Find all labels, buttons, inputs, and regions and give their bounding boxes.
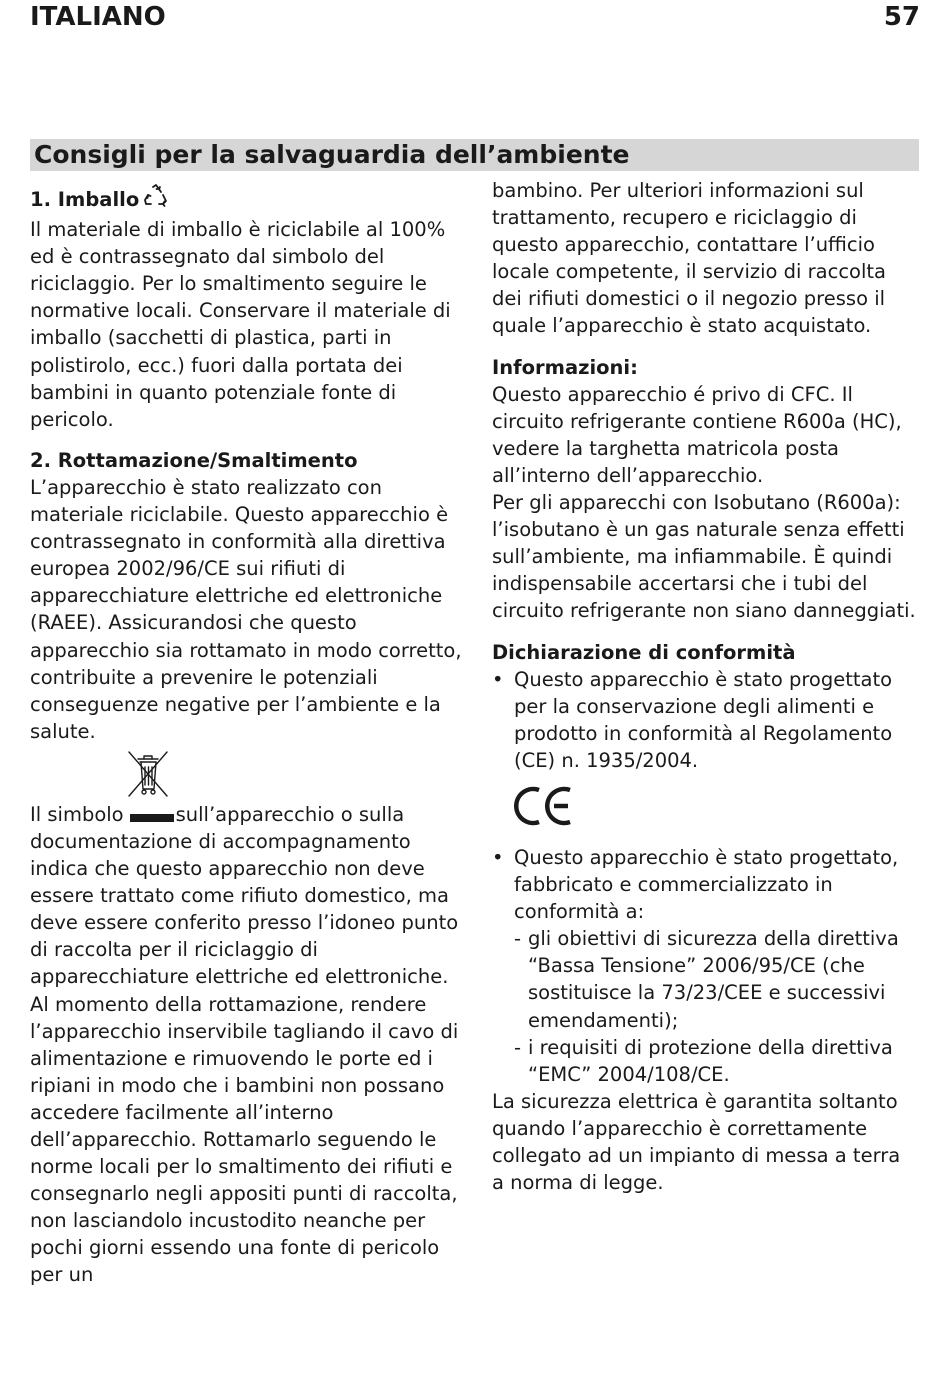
left-column [30, 183, 466, 1289]
conformity-list [492, 666, 917, 774]
informazioni-text-2: Per gli apparecchi con Isobutano (R600a): l’isobutano è un gas naturale senza effetti sull’ambiente, ma infiammabile. È quindi indispensabile accertarsi che i tubi del circuito refrigerante non siano danneggiati. [492, 491, 916, 623]
directive-list [514, 925, 917, 1088]
rottamazione-text-2: Al momento della rottamazione, rendere l’apparecchio inservibile tagliando il cavo di alimentazione e rimuovendo le porte ed i ripiani in modo che i bambini non possano accedere facilmente all’interno dell’apparecchio. Rottamarlo seguendo le norme locali per lo smaltimento dei rifiuti e consegnarlo negli appositi punti di raccolta, non lasciandolo incustodito neanche per pochi giorni essendo una fonte di pericolo per un [30, 992, 459, 1287]
rottamazione-heading: 2. Rottamazione/Smaltimento [30, 448, 358, 472]
ce-mark-icon [512, 784, 576, 828]
weee-bar-symbol [130, 814, 174, 822]
imballo-text: Il materiale di imballo è riciclabile al 100% ed è contrassegnato dal simbolo del riciclaggio. Per lo smaltimento seguire le normative locali. Conservare il materiale di imballo (sacchetti di plastica, parti in polistirolo, ecc.) fuori dalla portata dei bambini in quanto potenziale fonte di pericolo. [30, 218, 451, 431]
dichiarazione-heading: Dichiarazione di conformità [492, 640, 796, 664]
section-title: Consigli per la salvaguardia dell’ambiente [34, 140, 630, 169]
running-header [30, 0, 920, 34]
conformity-list-2 [492, 844, 917, 1088]
rottamazione-text: L’apparecchio è stato realizzato con materiale riciclabile. Questo apparecchio è contrassegnato in conformità alla direttiva europea 2002/96/CE sui rifiuti di apparecchiature elettriche ed elettroniche (RAEE). Assicurandosi che questo apparecchio sia rottamato in modo corretto, contribuite a prevenire le potenziali conseguenze negative per l’ambiente e la salute. [30, 475, 462, 743]
recycle-icon [143, 183, 169, 216]
informazioni-heading: Informazioni: [492, 355, 638, 379]
right-column [492, 177, 917, 1196]
closing-text: La sicurezza elettrica è garantita soltanto quando l’apparecchio è correttamente collegato ad un impianto di messa a terra a norma di legge. [492, 1089, 901, 1195]
continuation-text: bambino. Per ulteriori informazioni sul trattamento, recupero e riciclaggio di questo apparecchio, contattare l’ufficio locale competente, il servizio di raccolta dei rifiuti domestici o il negozio presso il quale l’apparecchio è stato acquistato. [492, 179, 886, 338]
section-title-band [30, 139, 919, 171]
crossed-out-bin-icon [125, 749, 171, 799]
simbolo-text: Il simbolo sull’apparecchio o sulla documentazione di accompagnamento indica che questo apparecchio non deve essere trattato come rifiuto domestico, ma deve essere conferito presso l’idoneo punto di raccolta per il riciclaggio di apparecchiature elettriche ed elettroniche. [30, 802, 459, 989]
page-number: 57 [883, 2, 920, 32]
imballo-heading: 1. Imballo [30, 183, 466, 216]
list-item: • Questo apparecchio è stato progettato, fabbricato e commercializzato in conformità a: - gli obiettivi di sicurezza della direttiva “Bassa Tensione” 2006/95/CE (che sostituisce la 73/23/CEE e successivi emendamenti); - i requisiti di protezione della direttiva “EMC” 2004/108/CE. [492, 844, 917, 1088]
language-label: ITALIANO [30, 2, 166, 32]
list-item: • Questo apparecchio è stato progettato per la conservazione degli alimenti e prodotto in conformità al Regolamento (CE) n. 1935/2004. [492, 666, 917, 774]
informazioni-text-1: Questo apparecchio é privo di CFC. Il circuito refrigerante contiene R600a (HC), vedere la targhetta matricola posta all’interno dell’apparecchio. [492, 382, 902, 487]
list-item: - gli obiettivi di sicurezza della direttiva “Bassa Tensione” 2006/95/CE (che sostituisce la 73/23/CEE e successivi emendamenti); [514, 925, 917, 1033]
list-item: - i requisiti di protezione della direttiva “EMC” 2004/108/CE. [514, 1034, 917, 1088]
